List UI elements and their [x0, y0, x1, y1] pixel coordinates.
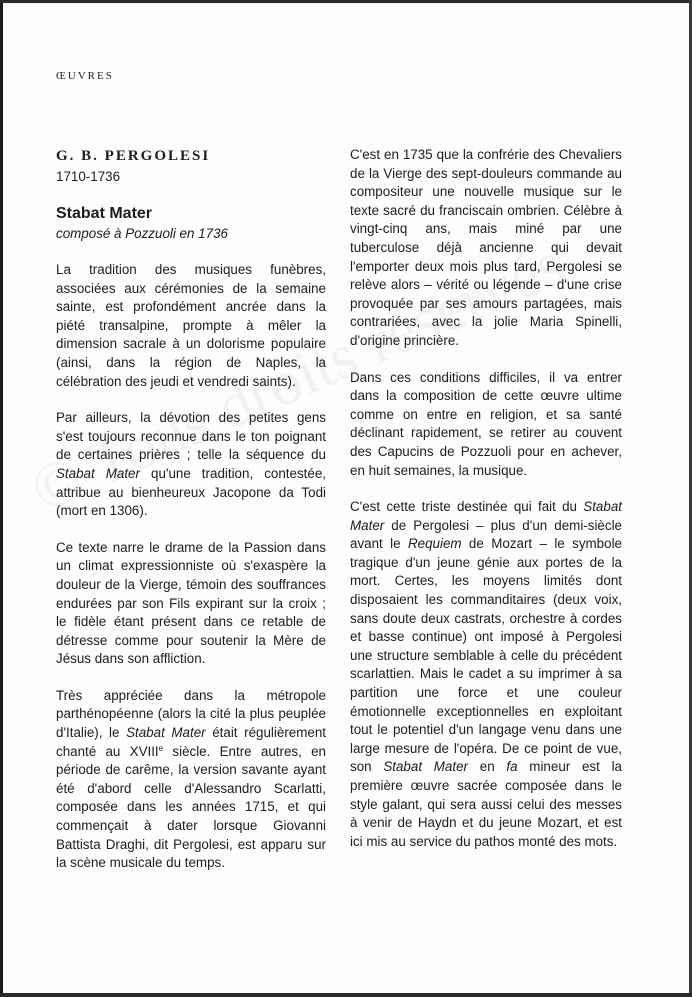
paragraph-commission: C'est en 1735 que la confrérie des Chevaliers de la Vierge des sept-douleurs commande au compositeur une nouvelle musique sur le texte sacré du franciscain ombrien. Célèbre à vingt-cinq ans, mais miné par une tuberculose déjà ancienne qui devait l'emporter deux mois plus tard, Pergolesi se relève alors – vérité ou légende – d'une crise provoquée par ses amours partagées, mais contrariées, avec la jolie Maria Spinelli, d'origine princière. — [350, 147, 622, 348]
work-title-italic: Stabat Mater — [350, 499, 622, 533]
composer-dates: 1710-1736 — [56, 169, 121, 184]
scan-edge-left — [0, 0, 3, 997]
text-run: mineur est la première œuvre sacrée composée dans le style galant, qui sera aussi celui des messes à venir de Haydn et du jeune Mozart, et est ici mis au service du pathos monté des mots. — [350, 759, 622, 849]
text-run: était régulièrement chanté au XVIII — [56, 725, 326, 759]
work-title-italic: Stabat Mater — [126, 725, 206, 741]
paragraph-passion: Ce texte narre le drame de la Passion dans un climat expressionniste où s'exaspère la douleur de la Vierge, témoin des souffrances endurées par son Fils expirant sur la croix ; le fidèle étant présent dans ce retable de détresse comme pour soutenir la Mère de Jésus dans son affliction. — [56, 539, 326, 667]
requiem-italic: Requiem — [407, 536, 462, 552]
work-title-italic: Stabat Mater — [56, 465, 140, 481]
work-title: Stabat Mater — [56, 205, 153, 222]
left-column — [56, 146, 326, 891]
paragraph-devotion — [56, 409, 326, 521]
text-run: Par ailleurs, la dévotion des petites gens s'est toujours reconnue dans le ton poignant de certaines prières ; telle la séquence du — [56, 410, 326, 463]
text-run: Très appréciée dans la métropole parthénopéenne (alors la cité la plus peuplée d'Italie), le — [56, 687, 326, 741]
century-superscript: e — [158, 743, 164, 753]
paragraph-funeral-tradition: La tradition des musiques funèbres, associées aux cérémonies de la semaine sainte, est profondément ancrée dans la piété transalpine, prompte à mêler la dimension sacrale à un dolorisme populaire (ainsi, dans la région de Naples, la célébration des jeudi et vendredi saints). — [56, 262, 326, 389]
work-subtitle: composé à Pozzuoli en 1736 — [56, 226, 228, 241]
text-run: C'est cette triste destinée qui fait du — [350, 499, 584, 515]
paragraph-composition: Dans ces conditions difficiles, il va entrer dans la composition de cette œuvre ultime comme on entre en religion, et sa santé déclinant rapidement, se retirer au couvent des Capucins de Pozzuoli pour en achever, en huit semaines, la musique. — [350, 369, 622, 478]
text-run: siècle. Entre autres, en période de carême, la version savante ayant été d'abord celle d'Alessandro Scarlatti, composée dans les années 1715, et qui commençait à dater lorsque Giovanni Battista Draghi, dit Pergolesi, est apparu sur la scène musicale du temps. — [56, 743, 326, 871]
text-run: qu'une tradition, contestée, attribue au bienheureux Jacopone da Todi (mort en 1306). — [56, 465, 326, 519]
text-run: en — [468, 759, 507, 775]
key-italic: fa — [506, 759, 518, 775]
composer-name: G. B. PERGOLESI — [56, 148, 211, 164]
text-run: de Pergolesi – plus d'un demi-siècle avant le — [350, 517, 622, 552]
right-column — [350, 146, 622, 869]
section-label: ŒUVRES — [56, 70, 114, 82]
text-run: de Mozart – le symbole tragique d'un jeune génie aux portes de la mort. Certes, les moyens limités dont disposaient les commanditaires (deux voix, sans doute deux castrats, orchestre à cordes et basse continue) ont imposé à Pergolesi une structure semblable à celle du précédent scarlattien. Mais le cadet a su imprimer à sa partition une force et une couleur émotionnelle exceptionnelles en exploitant tout le potentiel d'un langage venu dans une large mesure de l'opéra. De ce point de vue, son — [350, 536, 623, 775]
paragraph-destiny — [350, 498, 622, 851]
work-title-italic: Stabat Mater — [383, 759, 469, 775]
scan-edge-top — [0, 0, 692, 3]
paragraph-naples — [56, 687, 326, 873]
scan-edge-bottom — [0, 993, 692, 997]
